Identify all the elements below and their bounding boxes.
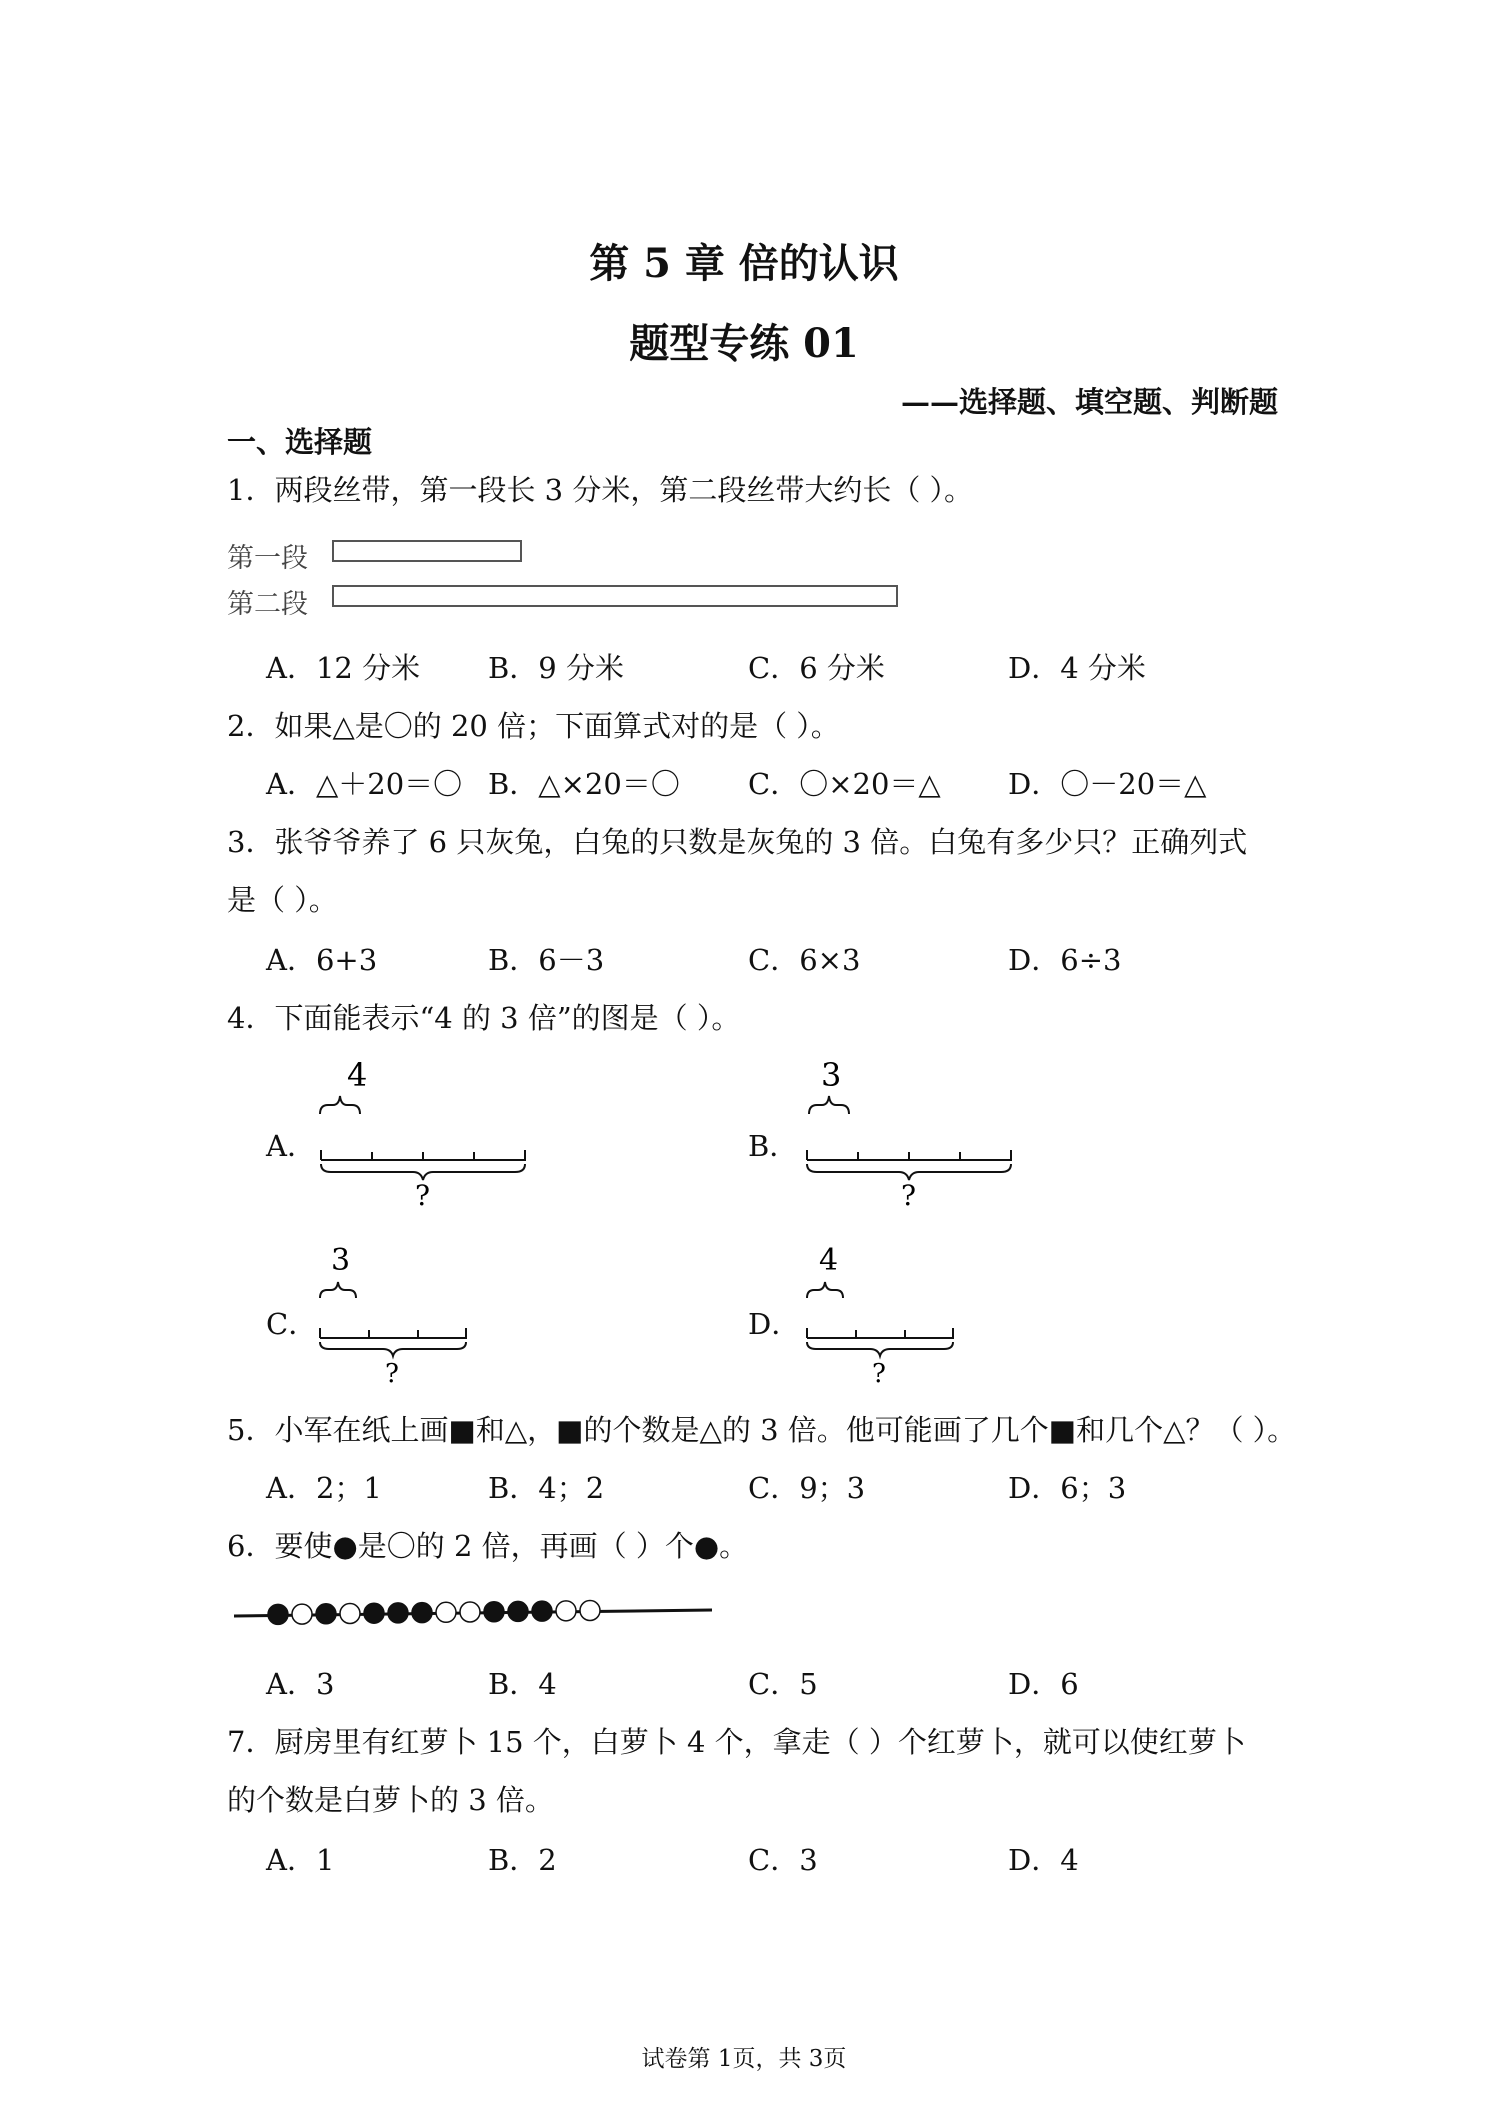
q5-option-c[interactable]: C．9；3 — [748, 1471, 866, 1505]
question-5-stem: 5．小军在纸上画■和△，■的个数是△的 3 倍。他可能画了几个■和几个△？（ ）。 — [227, 1413, 1297, 1447]
q4-figure-d-question-mark: ? — [872, 1359, 886, 1389]
q4-figure-d-letter[interactable]: D． — [748, 1307, 801, 1341]
question-3-stem-line1: 3．张爷爷养了 6 只灰兔，白兔的只数是灰兔的 3 倍。白兔有多少只？正确列式 — [227, 825, 1248, 859]
q7-option-d[interactable]: D．4 — [1008, 1843, 1079, 1877]
question-2-stem: 2．如果△是〇的 20 倍；下面算式对的是（ ）。 — [227, 709, 840, 743]
filled-bead — [268, 1604, 288, 1624]
section-heading: 一、选择题 — [227, 425, 373, 459]
q1-option-c[interactable]: C．6 分米 — [748, 651, 885, 685]
filled-bead — [388, 1603, 408, 1623]
question-3-stem-line2: 是（ ）。 — [227, 883, 338, 917]
empty-bead — [292, 1604, 312, 1624]
ribbon-1 — [332, 540, 522, 562]
filled-bead — [484, 1602, 504, 1622]
q4-figure-c-question-mark: ? — [385, 1359, 399, 1389]
page-footer: 试卷第 1页，共 3页 — [641, 2046, 847, 2072]
q4-figure-b-letter[interactable]: B． — [748, 1129, 799, 1163]
question-7-stem-line2: 的个数是白萝卜的 3 倍。 — [227, 1783, 554, 1817]
q7-option-c[interactable]: C．3 — [748, 1843, 818, 1877]
q3-option-a[interactable]: A．6+3 — [266, 943, 378, 977]
filled-bead — [412, 1603, 432, 1623]
q1-option-b[interactable]: B．9 分米 — [488, 651, 624, 685]
empty-bead — [340, 1604, 360, 1624]
bead-string — [230, 1588, 730, 1638]
q5-option-a[interactable]: A．2；1 — [266, 1471, 382, 1505]
q5-option-d[interactable]: D．6；3 — [1008, 1471, 1127, 1505]
q3-option-d[interactable]: D．6÷3 — [1008, 943, 1122, 977]
q6-option-a[interactable]: A．3 — [266, 1667, 335, 1701]
filled-bead — [508, 1601, 528, 1621]
empty-bead — [580, 1601, 600, 1621]
empty-bead — [460, 1602, 480, 1622]
q4-figure-d-top-number: 4 — [819, 1243, 839, 1278]
q4-figure-a-top-number: 4 — [347, 1056, 368, 1094]
filled-bead — [364, 1603, 384, 1623]
ribbon-2-label: 第二段 — [227, 589, 308, 620]
q4-figure-a-question-mark: ? — [415, 1179, 431, 1212]
page-title: 第 5 章 倍的认识 — [589, 240, 899, 287]
ribbon-2 — [332, 585, 898, 607]
q4-figure-b-top-number: 3 — [821, 1056, 842, 1094]
question-4-stem: 4．下面能表示“4 的 3 倍”的图是（ ）。 — [227, 1001, 741, 1035]
q3-option-b[interactable]: B．6－3 — [488, 943, 605, 977]
q2-option-d[interactable]: D．〇－20＝△ — [1008, 767, 1207, 801]
q6-option-b[interactable]: B．4 — [488, 1667, 557, 1701]
q4-figure-b-question-mark: ? — [901, 1179, 917, 1212]
question-7-stem-line1: 7．厨房里有红萝卜 15 个，白萝卜 4 个，拿走（ ）个红萝卜，就可以使红萝卜 — [227, 1725, 1246, 1759]
q1-option-a[interactable]: A．12 分米 — [266, 651, 421, 685]
q4-figure-c-letter[interactable]: C． — [266, 1307, 318, 1341]
q4-figure-c[interactable] — [315, 1236, 495, 1396]
q4-figure-a-letter[interactable]: A． — [266, 1129, 316, 1163]
q2-option-b[interactable]: B．△×20＝〇 — [488, 767, 680, 801]
q7-option-b[interactable]: B．2 — [488, 1843, 557, 1877]
q1-option-d[interactable]: D．4 分米 — [1008, 651, 1146, 685]
question-types: ——选择题、填空题、判断题 — [900, 385, 1278, 419]
empty-bead — [436, 1602, 456, 1622]
q7-option-a[interactable]: A．1 — [266, 1843, 335, 1877]
q2-option-c[interactable]: C．〇×20＝△ — [748, 767, 941, 801]
q4-figure-b[interactable] — [797, 1050, 1017, 1220]
q2-option-a[interactable]: A．△＋20＝〇 — [266, 767, 463, 801]
q4-figure-a[interactable] — [315, 1050, 535, 1220]
question-1-stem: 1．两段丝带，第一段长 3 分米，第二段丝带大约长（ ）。 — [227, 473, 974, 507]
filled-bead — [532, 1601, 552, 1621]
q6-option-c[interactable]: C．5 — [748, 1667, 818, 1701]
q5-option-b[interactable]: B．4；2 — [488, 1471, 605, 1505]
filled-bead — [316, 1604, 336, 1624]
q4-figure-d[interactable] — [797, 1236, 977, 1396]
practice-subtitle: 题型专练 01 — [629, 320, 859, 367]
q4-figure-c-top-number: 3 — [331, 1243, 351, 1278]
question-6-stem: 6．要使●是〇的 2 倍，再画（ ）个●。 — [227, 1529, 749, 1563]
q6-option-d[interactable]: D．6 — [1008, 1667, 1079, 1701]
q3-option-c[interactable]: C．6×3 — [748, 943, 861, 977]
empty-bead — [556, 1601, 576, 1621]
ribbon-1-label: 第一段 — [227, 543, 308, 574]
